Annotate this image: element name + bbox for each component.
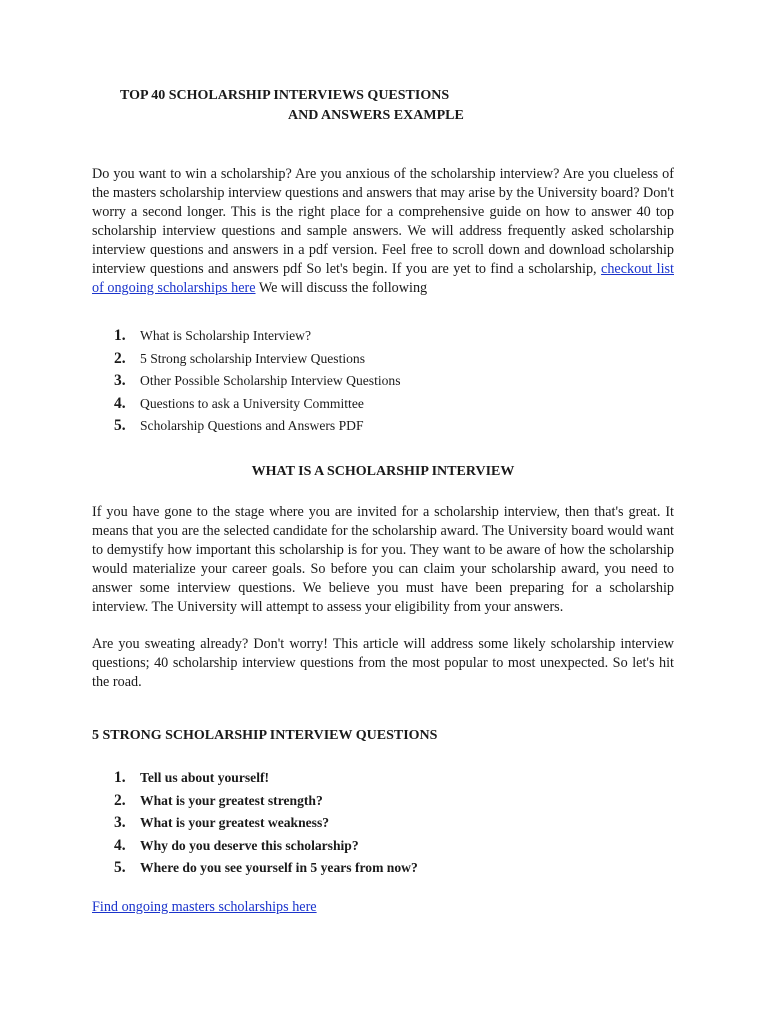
ongoing-scholarships-link[interactable]: checkout list of ongoing scholarships here <box>92 261 674 296</box>
list-item <box>92 812 674 835</box>
list-item-text: What is Scholarship Interview? <box>140 328 312 343</box>
list-number: 5. <box>114 859 126 877</box>
list-item <box>92 325 674 348</box>
list-number: 2. <box>114 791 126 809</box>
intro-paragraph <box>92 165 674 298</box>
list-item <box>92 857 674 880</box>
list-number: 3. <box>114 372 126 390</box>
list-number: 1. <box>114 327 126 344</box>
section1-paragraph-1: If you have gone to the stage where you are invited for a scholarship interview, then that's great. It means that you are the selected candidate for the scholarship award. The University board would want to demystify how important this scholarship is for you. They want to be aware of how the scholarship would materialize your career goals. So before you can claim your scholarship award, you need to answer some interview questions. We believe you must have been preparing for a scholarship interview. The University will attempt to assess your eligibility from your answers. <box>92 503 674 615</box>
list-item-text: Where do you see yourself in 5 years from now? <box>140 860 418 876</box>
document-page <box>92 86 674 917</box>
list-item-text: 5 Strong scholarship Interview Questions <box>140 350 366 366</box>
find-scholarships-paragraph <box>92 898 674 917</box>
list-item <box>92 415 674 438</box>
list-item-text: What is your greatest weakness? <box>140 815 330 831</box>
document-title <box>92 86 674 126</box>
intro-text: Do you want to win a scholarship? Are you anxious of the scholarship interview? Are you clueless of the masters scholarship interview questions and answers that may arise by the University board? Don't worry a second longer. This is the right place for a comprehensive guide on how to answer 40 top scholarship interview questions and sample answers. We will address frequently asked scholarship interview questions and answers in a pdf version. Feel free to scroll down and download scholarship interview questions and answers pdf So let's begin. If you are yet to find a scholarship, <box>92 166 674 277</box>
list-number: 1. <box>114 768 126 786</box>
list-item-text: Questions to ask a University Committee <box>140 395 364 411</box>
list-item-text: Why do you deserve this scholarship? <box>140 837 359 853</box>
list-item-text: Scholarship Questions and Answers PDF <box>140 418 364 434</box>
list-item-text: Tell us about yourself! <box>140 769 270 785</box>
list-number: 4. <box>114 836 126 854</box>
section-heading-strong-questions: 5 STRONG SCHOLARSHIP INTERVIEW QUESTIONS <box>92 727 438 743</box>
title-line-1: TOP 40 SCHOLARSHIP INTERVIEWS QUESTIONS <box>120 88 450 103</box>
list-number: 4. <box>114 394 126 412</box>
list-item-text: Other Possible Scholarship Interview Questions <box>140 373 401 389</box>
questions-list <box>92 767 674 880</box>
list-number: 5. <box>114 417 126 435</box>
topics-list <box>92 325 674 438</box>
list-item-text: What is your greatest strength? <box>140 792 323 808</box>
list-item <box>92 835 674 858</box>
list-item <box>92 348 674 371</box>
list-number: 2. <box>114 349 126 367</box>
section-heading-what-is: WHAT IS A SCHOLARSHIP INTERVIEW <box>251 463 515 479</box>
section1-paragraph-2: Are you sweating already? Don't worry! This article will address some likely scholarship interview questions; 40 scholarship interview questions from the most popular to most unexpected. So let's hit the road. <box>92 635 674 690</box>
list-item <box>92 790 674 813</box>
intro-after-text: We will discuss the following <box>258 280 428 296</box>
title-line-2: AND ANSWERS EXAMPLE <box>288 108 464 123</box>
list-item <box>92 370 674 393</box>
list-item <box>92 767 674 790</box>
list-item <box>92 393 674 416</box>
list-number: 3. <box>114 814 126 832</box>
find-masters-scholarships-link[interactable]: Find ongoing masters scholarships here <box>92 898 317 915</box>
